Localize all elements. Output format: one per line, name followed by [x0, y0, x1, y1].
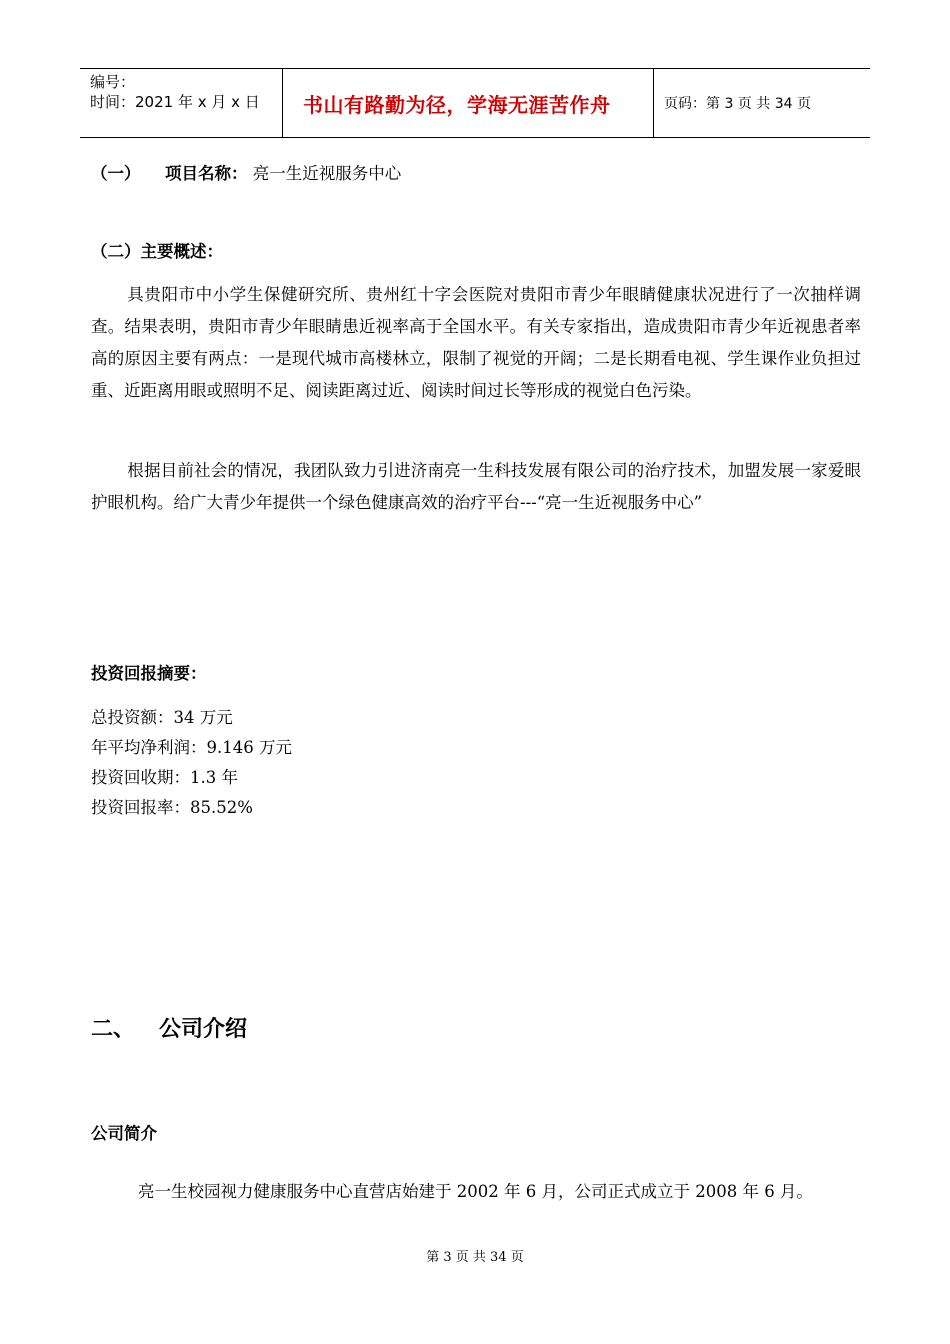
- project-name-line: [91, 160, 401, 184]
- header-motto: 书山有路勤为径，学海无涯苦作舟: [303, 92, 611, 117]
- overview-paragraph-1: 具贵阳市中小学生保健研究所、贵州红十字会医院对贵阳市青少年眼睛健康状况进行了一次抽样调查。结果表明，贵阳市青少年眼睛患近视率高于全国水平。有关专家指出，造成贵阳市青少年近视患者率高的原因主要有两点：一是现代城市高楼林立，限制了视觉的开阔；二是长期看电视、学生课作业负担过重、近距离用眼或照明不足、阅读距离过近、阅读时间过长等形成的视觉白色污染。: [91, 285, 861, 400]
- section-two-title: 公司介绍: [159, 1017, 248, 1042]
- header-page-info: 页码：第 3 页 共 34 页: [664, 96, 811, 112]
- date-label: 时间：2021 年 x 月 x 日: [90, 93, 260, 111]
- company-intro-paragraph: 亮一生校园视力健康服务中心直营店始建于 2002 年 6 月，公司正式成立于 2008 年 6 月。: [138, 1182, 813, 1201]
- company-intro-heading: 公司简介: [91, 1124, 157, 1143]
- header-motto-cell: [282, 69, 654, 137]
- investment-summary-list: [91, 703, 292, 823]
- overview-heading: （二）主要概述：: [91, 242, 223, 261]
- project-name-value: 亮一生近视服务中心: [252, 164, 402, 183]
- item-number: （一）: [91, 164, 141, 183]
- overview-paragraph-2: 根据目前社会的情况，我团队致力引进济南亮一生科技发展有限公司的治疗技术，加盟发展一家爱眼护眼机构。给广大青少年提供一个绿色健康高效的治疗平台---“亮一生近视服务中心”: [91, 461, 861, 512]
- project-name-label: 项目名称：: [165, 164, 248, 183]
- payback-period: 投资回收期：1.3 年: [91, 768, 238, 787]
- document-header: [80, 68, 870, 138]
- total-investment: 总投资额：34 万元: [91, 708, 233, 727]
- return-rate: 投资回报率：85.52%: [91, 798, 253, 817]
- header-meta: [80, 69, 282, 137]
- investment-heading: 投资回报摘要：: [91, 664, 207, 683]
- page-footer: 第 3 页 共 34 页: [426, 1250, 524, 1265]
- number-label: 编号：: [90, 73, 136, 91]
- section-two-heading: [91, 1012, 247, 1043]
- section-two-number: 二、: [91, 1017, 136, 1042]
- annual-net-profit: 年平均净利润：9.146 万元: [91, 738, 292, 757]
